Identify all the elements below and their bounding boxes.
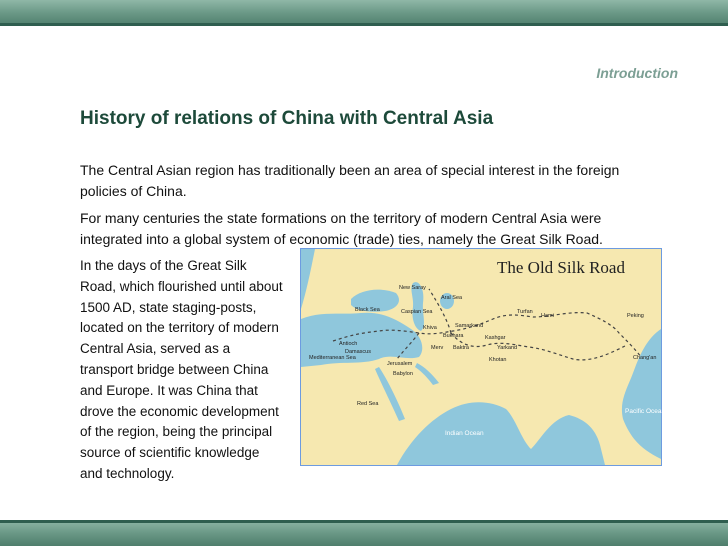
slide-title: History of relations of China with Central Asia bbox=[80, 108, 494, 129]
map-label-pacific: Pacific Ocean bbox=[625, 408, 666, 415]
map-label-red-sea: Red Sea bbox=[357, 401, 379, 407]
map-label-new-saray: New Saray bbox=[399, 285, 426, 291]
paragraph-staging-posts: In the days of the Great Silk Road, which flourished until about 1500 AD, state staging-posts, located on the territory of modern Central Asia, served as a transport bridge between China and Europe. It was China that drove the economic development of the region, being the principal source of scientific knowledge and technology. bbox=[80, 258, 283, 481]
map-label-khotan: Khotan bbox=[489, 357, 507, 363]
map-label-black-sea: Black Sea bbox=[355, 307, 380, 313]
map-label-antioch: Antioch bbox=[339, 341, 358, 347]
map-label-samarkand: Samarkand bbox=[455, 323, 484, 329]
silk-road-map bbox=[300, 248, 666, 466]
map-label-damascus: Damascus bbox=[345, 349, 371, 355]
map-svg bbox=[301, 249, 666, 465]
paragraph-silk-road: For many centuries the state formations on the territory of modern Central Asia were integrated into a global system of economic (trade) ties, namely the Great Silk Road. bbox=[80, 210, 603, 247]
map-label-indian-ocean: Indian Ocean bbox=[445, 430, 484, 437]
map-label-hami: Hami bbox=[541, 313, 554, 319]
map-label-aral: Aral Sea bbox=[441, 295, 463, 301]
map-label-merv: Merv bbox=[431, 345, 444, 351]
map-title: The Old Silk Road bbox=[497, 258, 625, 277]
map-label-turfan: Turfan bbox=[517, 309, 533, 315]
map-label-peking: Peking bbox=[627, 313, 644, 319]
map-label-jerusalem: Jerusalem bbox=[387, 361, 413, 367]
map-label-kashgar: Kashgar bbox=[485, 335, 506, 341]
map-label-med-sea: Mediterranean Sea bbox=[309, 355, 356, 361]
map-label-babylon: Babylon bbox=[393, 371, 413, 377]
map-label-bukhara: Bukhara bbox=[443, 333, 464, 339]
map-label-yarkand: Yarkand bbox=[497, 345, 518, 351]
bottom-banner bbox=[0, 520, 728, 546]
section-label: Introduction bbox=[596, 65, 678, 81]
map-label-changan: Chang'an bbox=[633, 355, 657, 361]
map-label-khiva: Khiva bbox=[423, 325, 437, 331]
map-label-baktra: Baktra bbox=[453, 345, 469, 351]
top-banner bbox=[0, 0, 728, 26]
map-label-caspian: Caspian Sea bbox=[401, 309, 433, 315]
paragraph-intro: The Central Asian region has traditionally been an area of special interest in the foreign policies of China. bbox=[80, 162, 620, 199]
